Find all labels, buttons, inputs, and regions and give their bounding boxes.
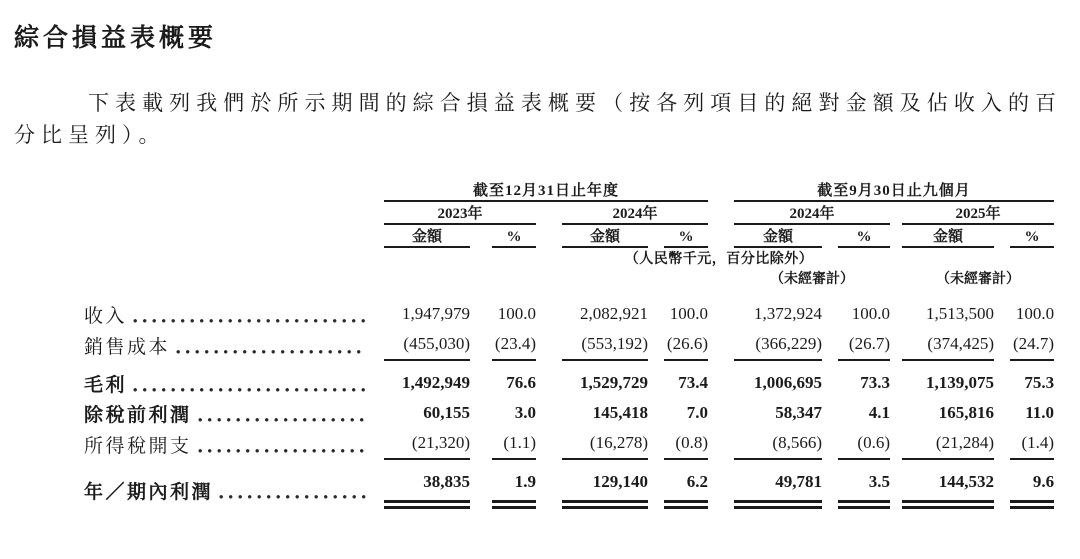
amount-cell: (553,192) — [562, 329, 648, 360]
amount-cell: 1,372,924 — [754, 304, 822, 323]
amount-cell: 1,513,500 — [926, 304, 994, 323]
row-label — [84, 398, 384, 428]
income-statement-table — [84, 179, 1054, 509]
year-header-2025: 2025年 — [902, 201, 1054, 224]
amount-cell: (8,566) — [734, 428, 822, 459]
period-header-row — [84, 179, 1054, 201]
dot-leader — [176, 349, 366, 355]
column-gap — [536, 299, 562, 329]
period-header-nine-months: 截至9月30日止九個月 — [734, 179, 1054, 201]
percent-cell: 100.0 — [851, 304, 890, 323]
percent-cell: 100.0 — [669, 304, 708, 323]
amount-header: 金額 — [562, 224, 648, 247]
amount-cell: 2,082,921 — [580, 304, 648, 323]
spacer-cell — [84, 179, 384, 201]
percent-cell: 1.9 — [492, 459, 536, 505]
spacer-cell — [84, 247, 384, 268]
table-row — [84, 398, 1054, 428]
column-gap — [648, 398, 664, 428]
intro-paragraph: 下表載列我們於所示期間的綜合損益表概要（按各列項目的絕對金額及佔收入的百分比呈列）。 — [14, 91, 1062, 147]
amount-cell: 144,532 — [902, 459, 994, 505]
amount-cell: 129,140 — [562, 459, 648, 505]
percent-cell: 73.4 — [678, 373, 708, 392]
column-gap — [708, 398, 734, 428]
amount-cell: 60,155 — [423, 403, 470, 422]
subcolumn-header-row — [84, 224, 1054, 247]
column-gap — [470, 360, 492, 398]
column-gap — [994, 398, 1010, 428]
column-gap — [470, 428, 492, 459]
percent-cell: 100.0 — [1015, 304, 1055, 323]
column-gap — [648, 459, 664, 505]
unaudited-note: （未經審計） — [770, 272, 854, 287]
column-gap — [890, 299, 902, 329]
amount-header: 金額 — [384, 224, 470, 247]
spacer-cell — [84, 224, 384, 247]
spacer-cell — [708, 179, 734, 201]
column-gap — [648, 360, 664, 398]
spacer-cell — [648, 224, 664, 247]
amount-cell: 1,139,075 — [926, 373, 994, 392]
column-gap — [648, 329, 664, 360]
amount-header: 金額 — [734, 224, 822, 247]
spacer-cell — [708, 201, 734, 224]
column-gap — [536, 360, 562, 398]
year-header-2024-9m: 2024年 — [734, 201, 890, 224]
amount-cell: 49,781 — [734, 459, 822, 505]
column-gap — [994, 428, 1010, 459]
percent-cell: (1.1) — [492, 428, 536, 459]
percent-header: % — [838, 224, 890, 247]
column-gap — [536, 428, 562, 459]
amount-cell: (21,284) — [902, 428, 994, 459]
percent-cell: (1.4) — [1010, 428, 1054, 459]
amount-cell: (455,030) — [384, 329, 470, 360]
percent-cell: 100.0 — [497, 304, 536, 323]
percent-cell: 9.6 — [1010, 459, 1054, 505]
unaudited-note-row — [84, 268, 1054, 288]
amount-cell: 1,492,949 — [402, 373, 470, 392]
column-gap — [470, 299, 492, 329]
currency-unit-note: （人民幣千元，百分比除外） — [624, 252, 814, 267]
dot-leader — [198, 448, 366, 454]
dot-leader — [219, 494, 366, 500]
spacer-cell — [84, 268, 734, 288]
spacer-cell — [84, 288, 1054, 299]
year-header-row — [84, 201, 1054, 224]
spacer-cell — [822, 224, 838, 247]
spacer-cell — [708, 224, 734, 247]
amount-cell: (16,278) — [562, 428, 648, 459]
percent-cell: 76.6 — [506, 373, 536, 392]
column-gap — [536, 329, 562, 360]
percent-cell: 4.1 — [868, 403, 890, 422]
percent-cell: (26.6) — [664, 329, 708, 360]
column-gap — [890, 360, 902, 398]
row-label — [84, 428, 384, 459]
percent-cell: 73.3 — [860, 373, 890, 392]
amount-cell: (374,425) — [902, 329, 994, 360]
spacer-cell — [470, 224, 492, 247]
spacer-cell — [890, 268, 902, 288]
table-row — [84, 329, 1054, 360]
row-label-text: 毛利 — [84, 375, 128, 396]
row-label — [84, 329, 384, 360]
percent-cell: (23.4) — [492, 329, 536, 360]
row-label — [84, 299, 384, 329]
percent-header: % — [664, 224, 708, 247]
spacer-cell — [536, 224, 562, 247]
column-gap — [822, 329, 838, 360]
column-gap — [536, 459, 562, 505]
column-gap — [994, 299, 1010, 329]
row-label-text: 銷售成本 — [84, 337, 171, 358]
column-gap — [708, 428, 734, 459]
table-row — [84, 299, 1054, 329]
row-label — [84, 360, 384, 398]
year-header-2023: 2023年 — [384, 201, 536, 224]
spacer-cell — [890, 224, 902, 247]
column-gap — [708, 360, 734, 398]
year-header-2024: 2024年 — [562, 201, 708, 224]
column-gap — [822, 360, 838, 398]
column-gap — [890, 329, 902, 360]
percent-cell: (26.7) — [838, 329, 890, 360]
amount-cell: 1,006,695 — [754, 373, 822, 392]
table-row — [84, 360, 1054, 398]
column-gap — [822, 428, 838, 459]
column-gap — [470, 329, 492, 360]
column-gap — [994, 329, 1010, 360]
column-gap — [994, 459, 1010, 505]
table-row — [84, 459, 1054, 505]
row-label — [84, 459, 384, 505]
percent-cell: 11.0 — [1025, 403, 1055, 422]
dot-leader — [133, 318, 366, 324]
amount-cell: 1,947,979 — [402, 304, 470, 323]
spacer-cell — [536, 201, 562, 224]
column-gap — [822, 299, 838, 329]
column-gap — [708, 329, 734, 360]
table-row — [84, 428, 1054, 459]
amount-cell: (366,229) — [734, 329, 822, 360]
percent-cell: (0.8) — [664, 428, 708, 459]
column-gap — [470, 459, 492, 505]
amount-cell: (21,320) — [384, 428, 470, 459]
amount-cell: 38,835 — [384, 459, 470, 505]
dot-leader — [133, 387, 366, 393]
column-gap — [648, 428, 664, 459]
percent-cell: 7.0 — [686, 403, 708, 422]
row-label-text: 年／期內利潤 — [84, 481, 214, 503]
column-gap — [890, 398, 902, 428]
amount-cell: 165,816 — [938, 403, 994, 422]
column-gap — [648, 299, 664, 329]
spacer-cell — [890, 201, 902, 224]
amount-cell: 1,529,729 — [580, 373, 648, 392]
spacer-cell — [994, 224, 1010, 247]
percent-cell: (24.7) — [1010, 329, 1054, 360]
percent-cell: 3.5 — [838, 459, 890, 505]
unaudited-note: （未經審計） — [936, 272, 1021, 287]
column-gap — [536, 398, 562, 428]
percent-cell: 3.0 — [514, 403, 536, 422]
column-gap — [890, 459, 902, 505]
percent-header: % — [1010, 224, 1054, 247]
percent-header: % — [492, 224, 536, 247]
row-label-text: 所得稅開支 — [84, 436, 192, 457]
unit-note-row — [84, 247, 1054, 268]
period-header-annual: 截至12月31日止年度 — [384, 179, 708, 201]
percent-cell: (0.6) — [838, 428, 890, 459]
amount-cell: 145,418 — [592, 403, 648, 422]
column-gap — [994, 360, 1010, 398]
column-gap — [470, 398, 492, 428]
column-gap — [708, 299, 734, 329]
column-gap — [822, 398, 838, 428]
spacer-cell — [84, 201, 384, 224]
dot-leader — [198, 417, 366, 423]
header-body-spacer — [84, 288, 1054, 299]
row-label-text: 除稅前利潤 — [84, 405, 192, 426]
amount-header: 金額 — [902, 224, 994, 247]
percent-cell: 75.3 — [1024, 373, 1055, 392]
column-gap — [890, 428, 902, 459]
table-body — [84, 299, 1054, 505]
percent-cell: 6.2 — [664, 459, 708, 505]
row-label-text: 收入 — [84, 306, 128, 327]
amount-cell: 58,347 — [775, 403, 822, 422]
column-gap — [822, 459, 838, 505]
page-title: 綜合損益表概要 — [14, 25, 218, 52]
column-gap — [708, 459, 734, 505]
